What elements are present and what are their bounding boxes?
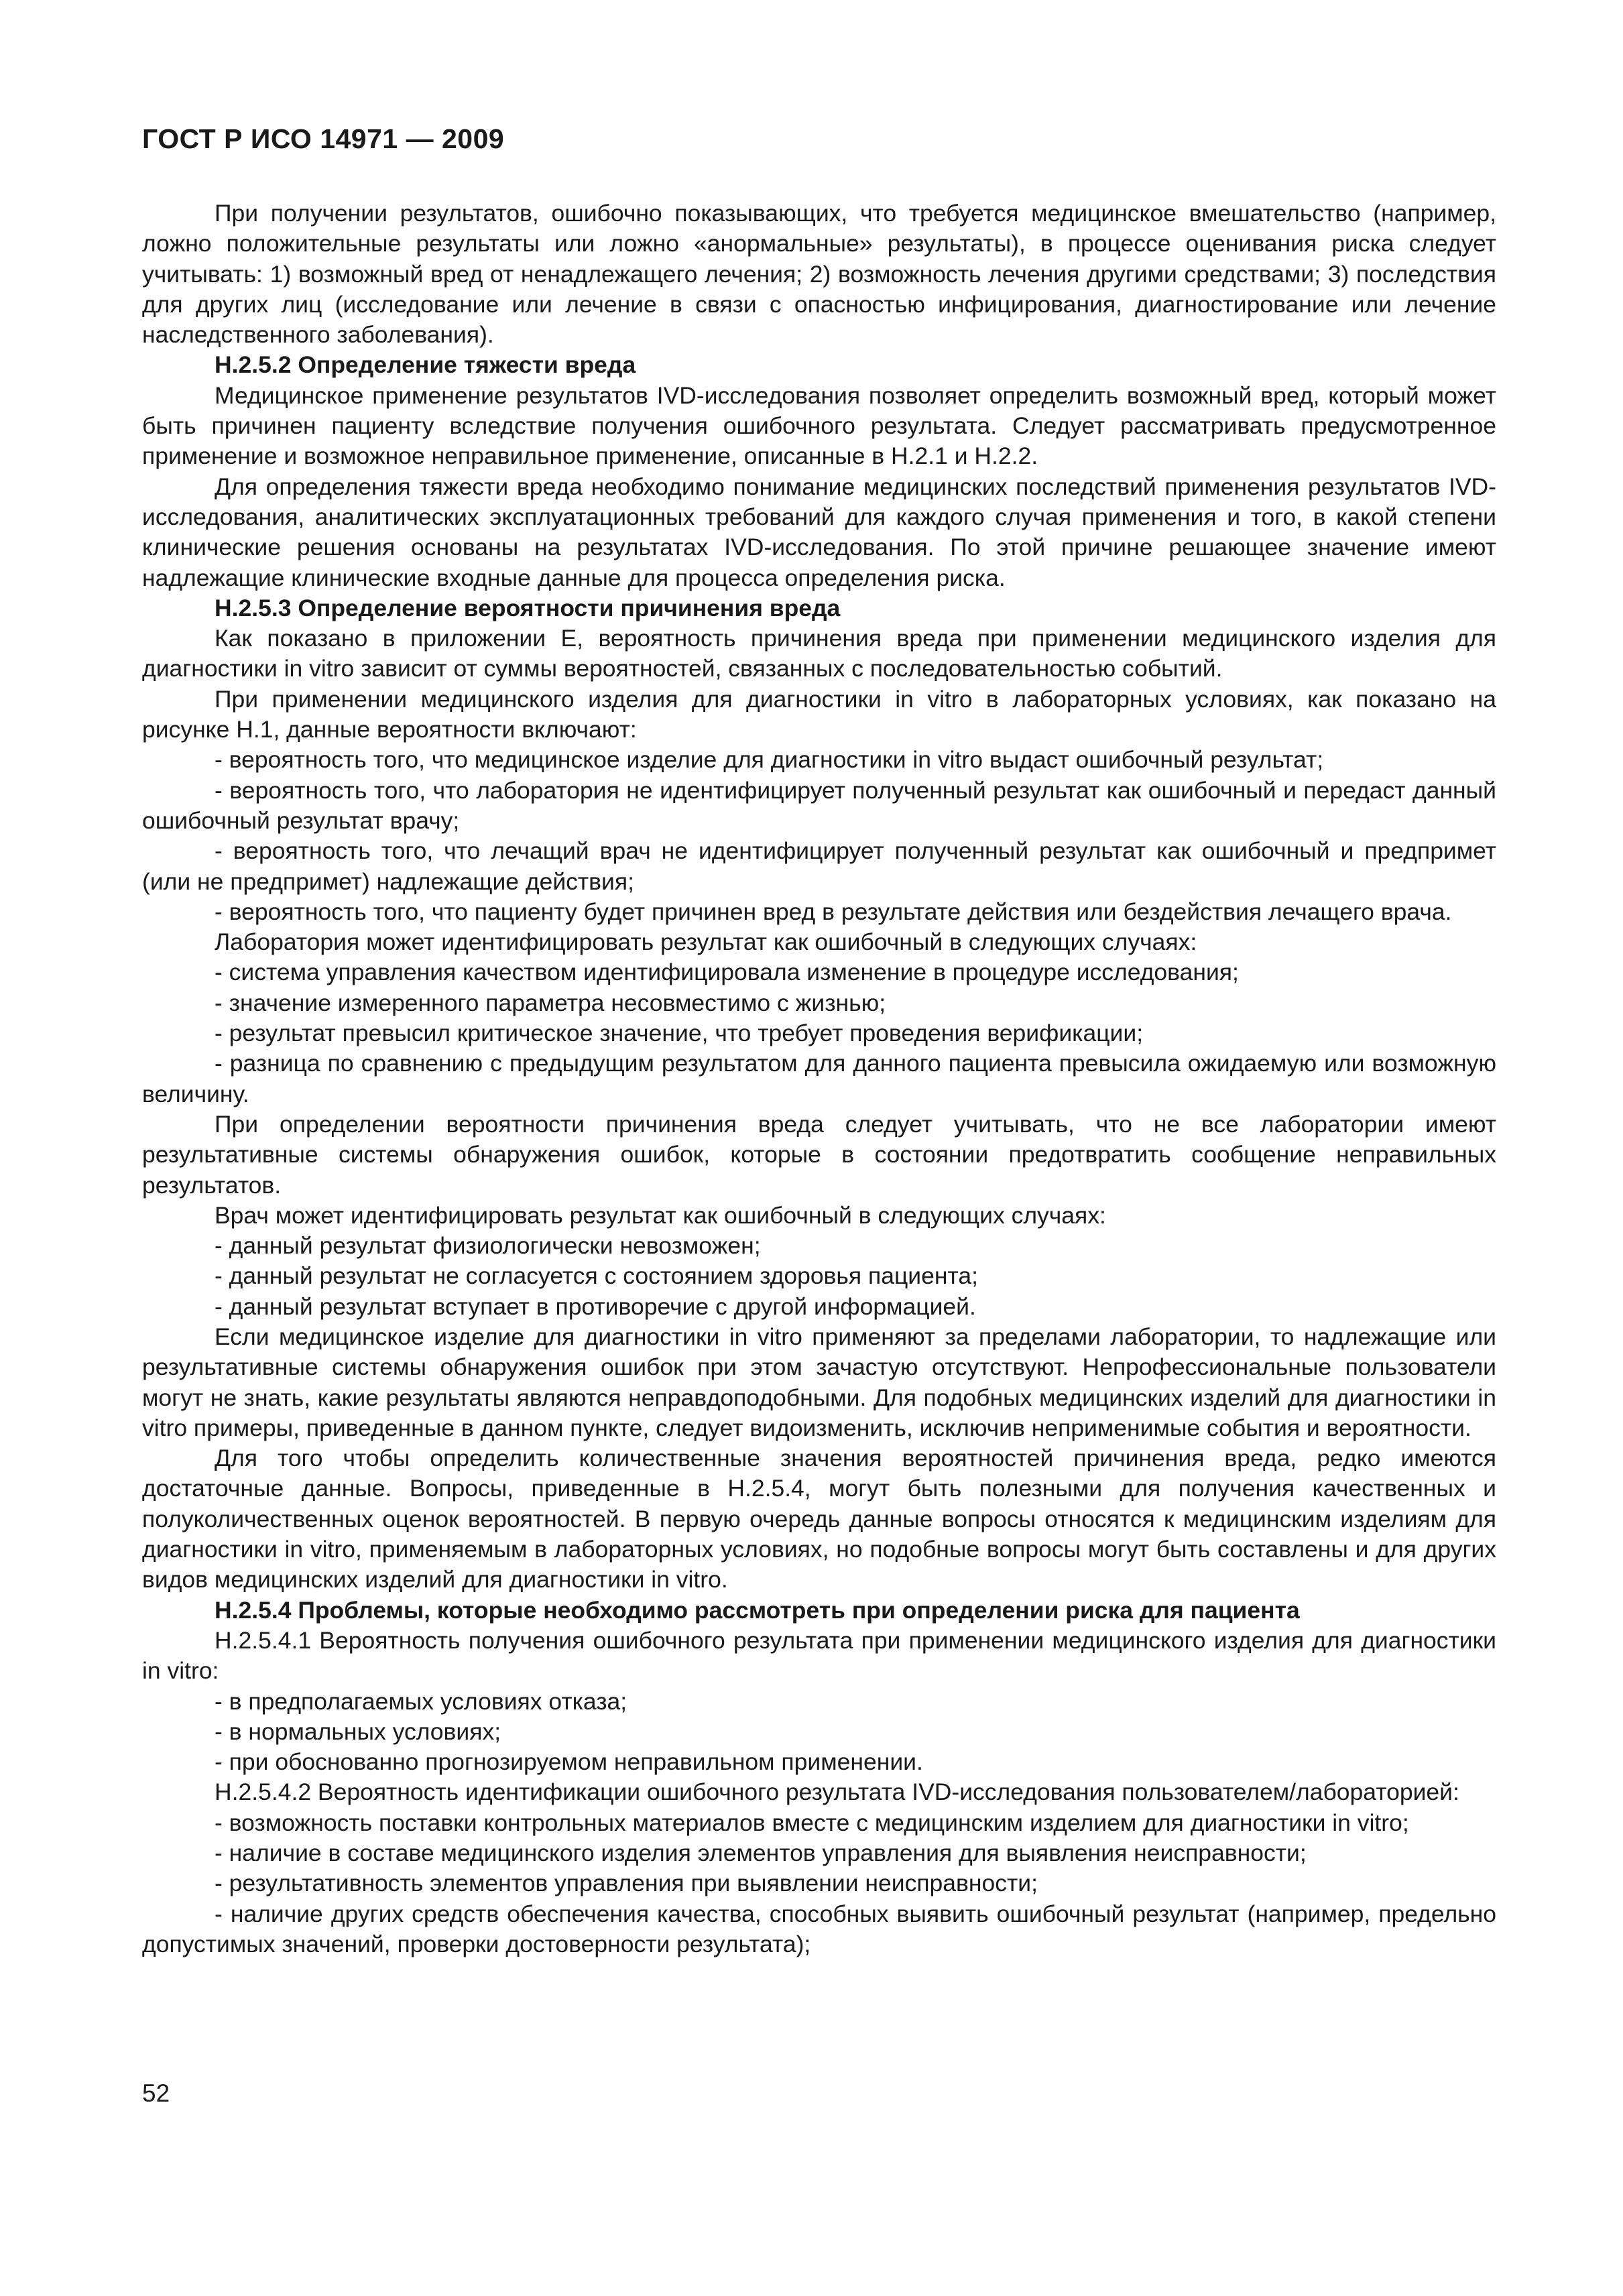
paragraph: Н.2.5.4.1 Вероятность получения ошибочного результата при применении медицинского изделия для диагностики in vitro: bbox=[142, 1626, 1496, 1685]
paragraph: Медицинское применение результатов IVD-исследования позволяет определить возможный вред, который может быть причинен пациенту вследствие получения ошибочного результата. Следует рассматривать предусмотренное применение и возможное неправильное применение, описанные в Н.2.1 и Н.2.2. bbox=[142, 381, 1496, 470]
list-item: - результат превысил критическое значение, что требует проведения верификации; bbox=[215, 1020, 1144, 1047]
paragraph: При определении вероятности причинения вреда следует учитывать, что не все лаборатории имеют результативные системы обнаружения ошибок, которые в состоянии предотвратить сообщение неправильных результатов. bbox=[142, 1110, 1496, 1199]
list-item: - данный результат физиологически невозможен; bbox=[215, 1232, 761, 1260]
list-item: - значение измеренного параметра несовместимо с жизнью; bbox=[215, 989, 886, 1016]
paragraph: Н.2.5.4.2 Вероятность идентификации ошибочного результата IVD-исследования пользователем/лабораторией: bbox=[215, 1778, 1459, 1806]
list-item: - в предполагаемых условиях отказа; bbox=[215, 1687, 627, 1715]
list-item: - в нормальных условиях; bbox=[215, 1717, 501, 1745]
list-item: - наличие в составе медицинского изделия элементов управления для выявления неисправности; bbox=[215, 1839, 1307, 1867]
list-item: - вероятность того, что лечащий врач не идентифицирует полученный результат как ошибочный и предпримет (или не предпримет) надлежащие действия; bbox=[142, 837, 1496, 895]
paragraph: Для того чтобы определить количественные значения вероятностей причинения вреда, редко имеются достаточные данные. Вопросы, приведенные в Н.2.5.4, могут быть полезными для получения качественных и полуколичественных оценок вероятностей. В первую очередь данные вопросы относятся к медицинским изделиям для диагностики in vitro, применяемым в лабораторных условиях, но подобные вопросы могут быть составлены и для других видов медицинских изделий для диагностики in vitro. bbox=[142, 1445, 1496, 1593]
paragraph: Врач может идентифицировать результат как ошибочный в следующих случаях: bbox=[215, 1201, 1106, 1229]
list-item: - разница по сравнению с предыдущим результатом для данного пациента превысила ожидаемую или возможную величину. bbox=[142, 1050, 1496, 1107]
paragraph: Лаборатория может идентифицировать результат как ошибочный в следующих случаях: bbox=[215, 928, 1197, 956]
standard-header: ГОСТ Р ИСО 14971 — 2009 bbox=[142, 123, 505, 154]
list-item: - данный результат не согласуется с состоянием здоровья пациента; bbox=[215, 1262, 978, 1290]
list-item: - вероятность того, что лаборатория не идентифицирует полученный результат как ошибочный и передаст данный ошибочный результат врачу; bbox=[142, 776, 1496, 834]
list-item: - наличие других средств обеспечения качества, способных выявить ошибочный результат (например, предельно допустимых значений, проверки достоверности результата); bbox=[142, 1900, 1496, 1957]
page-number: 52 bbox=[142, 2079, 170, 2107]
section-heading: Н.2.5.3 Определение вероятности причинения вреда bbox=[215, 594, 841, 621]
paragraph: Если медицинское изделие для диагностики in vitro применяют за пределами лаборатории, то надлежащие или результативные системы обнаружения ошибок при этом зачастую отсутствуют. Непрофессиональные пользователи могут не знать, какие результаты являются неправдоподобными. Для подобных медицинских изделий для диагностики in vitro примеры, приведенные в данном пункте, следует видоизменить, исключив неприменимые события и вероятности. bbox=[142, 1323, 1496, 1441]
document-body bbox=[142, 198, 1496, 1959]
list-item: - вероятность того, что пациенту будет причинен вред в результате действия или бездействия лечащего врача. bbox=[215, 898, 1452, 925]
paragraph: При получении результатов, ошибочно показывающих, что требуется медицинское вмешательство (например, ложно положительные результаты или ложно «анормальные» результаты), в процессе оценивания риска следует учитывать: 1) возможный вред от ненадлежащего лечения; 2) возможность лечения другими средствами; 3) последствия для других лиц (исследование или лечение в связи с опасностью инфицирования, диагностирование или лечение наследственного заболевания). bbox=[142, 200, 1496, 349]
list-item: - вероятность того, что медицинское изделие для диагностики in vitro выдаст ошибочный результат; bbox=[215, 746, 1324, 774]
list-item: - система управления качеством идентифицировала изменение в процедуре исследования; bbox=[215, 959, 1239, 986]
list-item: - возможность поставки контрольных материалов вместе с медицинским изделием для диагностики in vitro; bbox=[215, 1809, 1409, 1836]
list-item: - результативность элементов управления при выявлении неисправности; bbox=[215, 1870, 1038, 1897]
list-item: - при обоснованно прогнозируемом неправильном применении. bbox=[215, 1748, 923, 1776]
paragraph: Как показано в приложении Е, вероятность причинения вреда при применении медицинского изделия для диагностики in vitro зависит от суммы вероятностей, связанных с последовательностью событий. bbox=[142, 625, 1496, 682]
section-heading: Н.2.5.2 Определение тяжести вреда bbox=[215, 351, 636, 379]
list-item: - данный результат вступает в противоречие с другой информацией. bbox=[215, 1292, 976, 1320]
paragraph: При применении медицинского изделия для диагностики in vitro в лабораторных условиях, как показано на рисунке Н.1, данные вероятности включают: bbox=[142, 685, 1496, 743]
paragraph: Для определения тяжести вреда необходимо понимание медицинских последствий применения результатов IVD-исследования, аналитических эксплуатационных требований для каждого случая применения и того, в какой степени клинические решения основаны на результатах IVD-исследования. По этой причине решающее значение имеют надлежащие клинические входные данные для процесса определения риска. bbox=[142, 473, 1496, 591]
section-heading: Н.2.5.4 Проблемы, которые необходимо рассмотреть при определении риска для пациента bbox=[215, 1596, 1300, 1624]
